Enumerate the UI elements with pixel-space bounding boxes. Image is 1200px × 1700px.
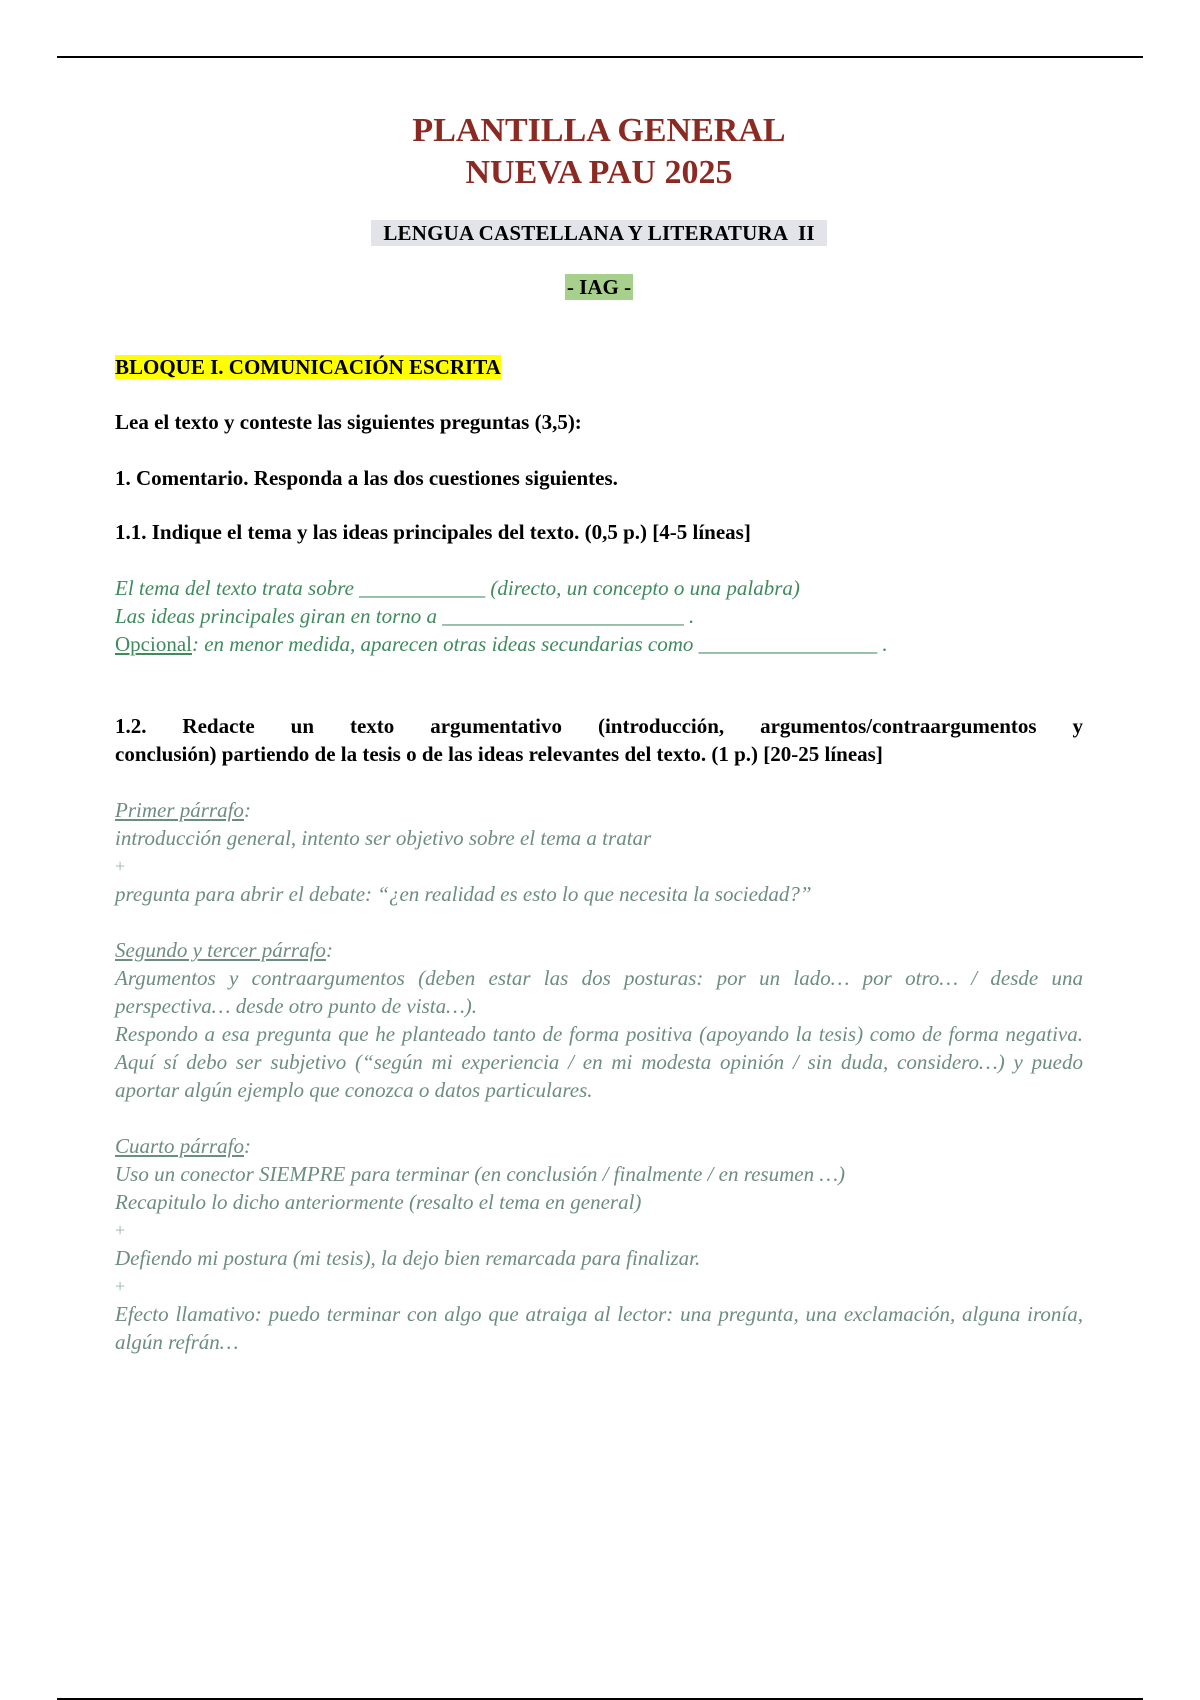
- paragraph-2-heading: [115, 936, 1083, 964]
- title-line-1: PLANTILLA GENERAL: [412, 112, 786, 149]
- answer-line-ideas: Las ideas principales giran en torno a _______________________ .: [115, 604, 695, 628]
- document-page: [115, 110, 1083, 1356]
- paragraph-4-line-1: Uso un conector SIEMPRE para terminar (en conclusión / finalmente / en resumen …): [115, 1162, 845, 1186]
- paragraph-2-guide: [115, 936, 1083, 1104]
- plus-sign: +: [115, 1276, 126, 1296]
- optional-rest: : en menor medida, aparecen otras ideas secundarias como _________________ .: [191, 632, 888, 656]
- subject-label: LENGUA CASTELLANA Y LITERATURA II: [371, 220, 826, 246]
- iag-badge: - IAG -: [566, 275, 632, 299]
- answer-1-1: [115, 574, 1083, 658]
- tag-row: [115, 274, 1083, 300]
- title-line-2: NUEVA PAU 2025: [465, 154, 733, 191]
- optional-label: Opcional: [115, 632, 192, 656]
- answer-line-topic: El tema del texto trata sobre ____________ (directo, un concepto o una palabra): [115, 576, 800, 600]
- paragraph-1-guide: [115, 796, 1083, 908]
- top-rule: [57, 56, 1143, 58]
- question-1: 1. Comentario. Responda a las dos cuestiones siguientes.: [115, 466, 618, 490]
- paragraph-4-guide: [115, 1132, 1083, 1356]
- paragraph-1-line-1: introducción general, intento ser objetivo sobre el tema a tratar: [115, 826, 652, 850]
- plus-sign: +: [115, 856, 126, 876]
- question-1-2: [115, 712, 1083, 768]
- subject-row: [115, 220, 1083, 246]
- paragraph-4-line-2: Recapitulo lo dicho anteriormente (resalto el tema en general): [115, 1190, 642, 1214]
- paragraph-1-line-2: pregunta para abrir el debate: “¿en realidad es esto lo que necesita la sociedad?”: [115, 882, 812, 906]
- question-1-2-line-1: 1.2. Redacte un texto argumentativo (introducción, argumentos/contraargumentos y: [115, 714, 1083, 738]
- paragraph-4-label: Cuarto párrafo: [115, 1134, 244, 1158]
- question-1-1: 1.1. Indique el tema y las ideas principales del texto. (0,5 p.) [4-5 líneas]: [115, 520, 751, 544]
- block-heading: [115, 354, 1083, 380]
- question-1-2-line-2: conclusión) partiendo de la tesis o de las ideas relevantes del texto. (1 p.) [20-25 líneas]: [115, 742, 883, 766]
- paragraph-1-label: Primer párrafo: [115, 798, 244, 822]
- paragraph-4-colon: :: [243, 1134, 251, 1158]
- paragraph-2-label: Segundo y tercer párrafo: [115, 938, 326, 962]
- plus-sign: +: [115, 1220, 126, 1240]
- paragraph-1-heading: [115, 796, 1083, 824]
- paragraph-4-line-4: Efecto llamativo: puedo terminar con algo que atraiga al lector: una pregunta, una exclamación, alguna ironía, algún refrán…: [115, 1302, 1083, 1354]
- answer-line-optional: [115, 630, 1083, 658]
- paragraph-4-heading: [115, 1132, 1083, 1160]
- paragraph-2-text-1: Argumentos y contraargumentos (deben estar las dos posturas: por un lado… por otro… / desde una perspectiva… desde otro punto de vista…).: [115, 966, 1083, 1018]
- paragraph-1-colon: :: [243, 798, 251, 822]
- document-title: [115, 110, 1083, 194]
- paragraph-4-line-3: Defiendo mi postura (mi tesis), la dejo bien remarcada para finalizar.: [115, 1246, 701, 1270]
- paragraph-2-text-2: Respondo a esa pregunta que he planteado tanto de forma positiva (apoyando la tesis) como de forma negativa. Aquí sí debo ser subjetivo (“según mi experiencia / en mi modesta opinión / sin duda, considero…) y puedo aportar algún ejemplo que conozca o datos particulares.: [115, 1022, 1083, 1102]
- instruction: Lea el texto y conteste las siguientes preguntas (3,5):: [115, 410, 582, 434]
- paragraph-2-colon: :: [325, 938, 333, 962]
- block-heading-text: BLOQUE I. COMUNICACIÓN ESCRITA: [115, 355, 501, 379]
